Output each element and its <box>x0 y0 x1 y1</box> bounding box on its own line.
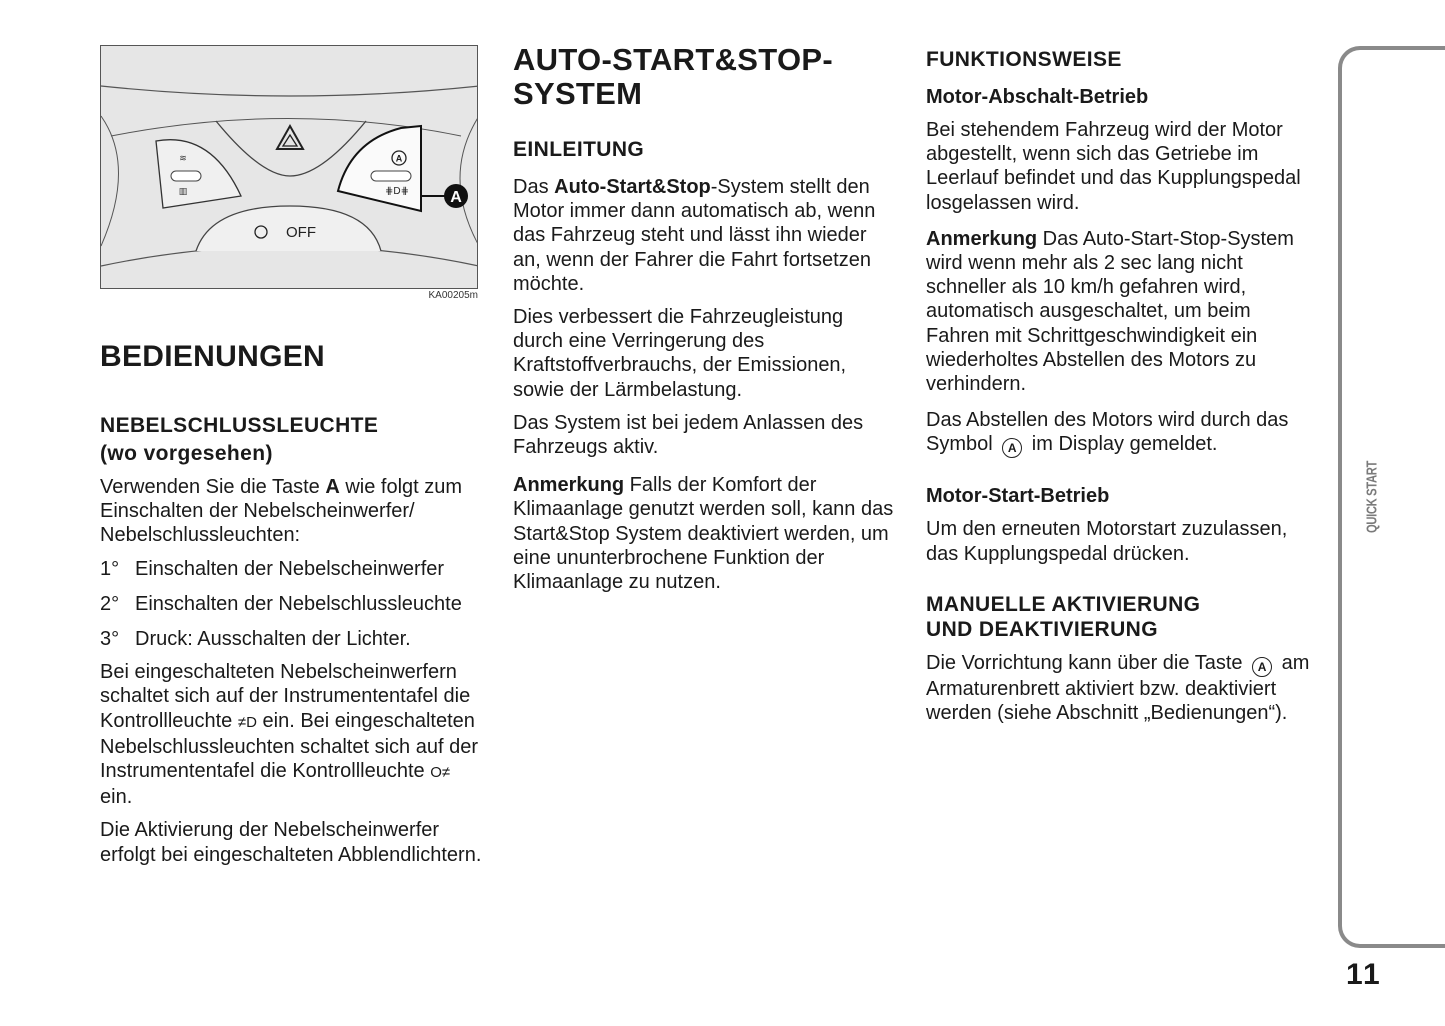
text: Die Vorrichtung kann über die Taste <box>926 651 1249 674</box>
list-text: Druck: Ausschalten der Lichter. <box>135 628 411 651</box>
list-number: 2° <box>100 592 120 615</box>
heading-line: UND DEAKTIVIERUNG <box>926 617 1158 641</box>
subheading: Motor-Start-Betrieb <box>926 485 1110 508</box>
list-number: 1° <box>100 557 120 580</box>
paragraph <box>100 660 485 809</box>
rear-fog-light-icon: O≠ <box>430 764 451 782</box>
subheading: Motor-Abschalt-Betrieb <box>926 86 1149 108</box>
paragraph: Die Aktivierung der Nebelscheinwerfer erfolgt bei eingeschalteten Abblendlichtern. <box>100 819 482 866</box>
subheading-line: (wo vorgesehen) <box>100 442 273 465</box>
section-heading <box>926 592 1311 642</box>
paragraph: Das System ist bei jedem Anlassen des Fahrzeugs aktiv. <box>513 411 864 459</box>
paragraph: Um den erneuten Motorstart zuzulassen, das Kupplungspedal drücken. <box>926 518 1288 565</box>
hazard-icon <box>277 126 303 149</box>
list-item <box>100 592 485 616</box>
text: ein. Bei eingeschalteten Nebelschlussleuchten schaltet sich auf der Instrumententafel die Kontrollleuchte <box>100 709 478 783</box>
svg-text:≋: ≋ <box>179 153 187 163</box>
front-fog-light-icon: ≠D <box>237 713 257 731</box>
paragraph <box>513 175 898 296</box>
column-2 <box>513 43 898 594</box>
subheading <box>100 413 485 466</box>
text: Bei eingeschalteten Nebelscheinwerfern schaltet sich auf der Instrumententafel die Kontrollleuchte <box>100 661 471 732</box>
emphasis: Auto-Start&Stop <box>554 176 711 198</box>
auto-start-stop-icon: A <box>1002 438 1022 458</box>
text: Das Auto-Start-Stop-System wird wenn mehr als 2 sec lang nicht schneller als 10 km/h gefahren wird, automatisch ausgeschaltet, um beim Fahren mit Schrittgeschwindigkeit ein wiederholtes Abstellen des Motors zu verhindern. <box>926 227 1294 396</box>
list-item <box>100 627 485 651</box>
heading-line: MANUELLE AKTIVIERUNG <box>926 592 1201 616</box>
text: Das <box>513 176 555 198</box>
section-heading: BEDIENUNGEN <box>100 340 325 373</box>
section-tab <box>1338 46 1445 948</box>
title-line: SYSTEM <box>513 76 643 111</box>
auto-start-stop-symbol: A <box>395 153 403 164</box>
dashboard-illustration <box>101 46 478 289</box>
list-text: Einschalten der Nebelscheinwerfer <box>135 557 445 580</box>
note-label: Anmerkung <box>926 227 1038 250</box>
svg-text:▥: ▥ <box>178 186 188 196</box>
paragraph <box>926 651 1311 725</box>
text: Das Abstellen des Motors wird durch das Symbol <box>926 409 1289 456</box>
subheading: EINLEITUNG <box>513 138 645 161</box>
text: -System stellt den Motor immer dann automatisch ab, wenn das Fahrzeug steht und lässt ihn wieder an, wenn der Fahrer die Fahrt fortsetzen möchte. <box>513 176 876 295</box>
note-paragraph <box>513 473 898 594</box>
step-list <box>100 557 485 652</box>
auto-start-stop-icon: A <box>1252 657 1272 677</box>
list-item <box>100 557 485 581</box>
page-number: 11 <box>1346 958 1382 991</box>
title-line: AUTO-START&STOP- <box>513 42 833 77</box>
section-heading: FUNKTIONSWEISE <box>926 48 1122 71</box>
section-tab-label: QUICK START <box>1363 461 1381 533</box>
page-title <box>513 43 898 111</box>
note-label: Anmerkung <box>513 474 625 497</box>
column-3 <box>926 47 1311 725</box>
text: am Armaturenbrett aktiviert bzw. deaktiviert werden (siehe Abschnitt „Bedienungen“). <box>926 651 1310 725</box>
note-paragraph <box>926 227 1311 396</box>
subheading-line: NEBELSCHLUSSLEUCHTE <box>100 414 379 437</box>
text: Verwenden Sie die Taste <box>100 476 326 498</box>
paragraph: Bei stehendem Fahrzeug wird der Motor abgestellt, wenn sich das Getriebe im Leerlauf befindet und das Kupplungspedal losgelassen wird. <box>926 119 1301 214</box>
key-label: A <box>325 476 340 498</box>
dashboard-controls-figure <box>100 45 478 289</box>
text: im Display gemeldet. <box>1026 433 1218 456</box>
svg-text:⋕D⋕: ⋕D⋕ <box>385 186 409 197</box>
text: wie folgt zum Einschalten der Nebelscheinwerfer/ Nebelschlussleuchten: <box>100 476 463 547</box>
off-label: OFF <box>286 224 316 241</box>
paragraph: Dies verbessert die Fahrzeugleistung durch eine Verringerung des Kraftstoffverbrauchs, der Emissionen, sowie der Lärmbelastung. <box>513 306 847 401</box>
text: ein. <box>100 786 133 809</box>
list-number: 3° <box>100 628 120 651</box>
paragraph <box>926 408 1311 458</box>
callout-a-label: A <box>450 189 462 206</box>
figure-caption: KA00205m <box>428 290 478 301</box>
list-text: Einschalten der Nebelschlussleuchte <box>135 592 462 615</box>
paragraph <box>100 475 485 548</box>
text: Falls der Komfort der Klimaanlage genutzt werden soll, kann das Start&Stop System deaktiviert werden, um eine ununterbrochene Funktion der Klimaanlage zu nutzen. <box>513 474 894 594</box>
column-1 <box>100 340 485 867</box>
